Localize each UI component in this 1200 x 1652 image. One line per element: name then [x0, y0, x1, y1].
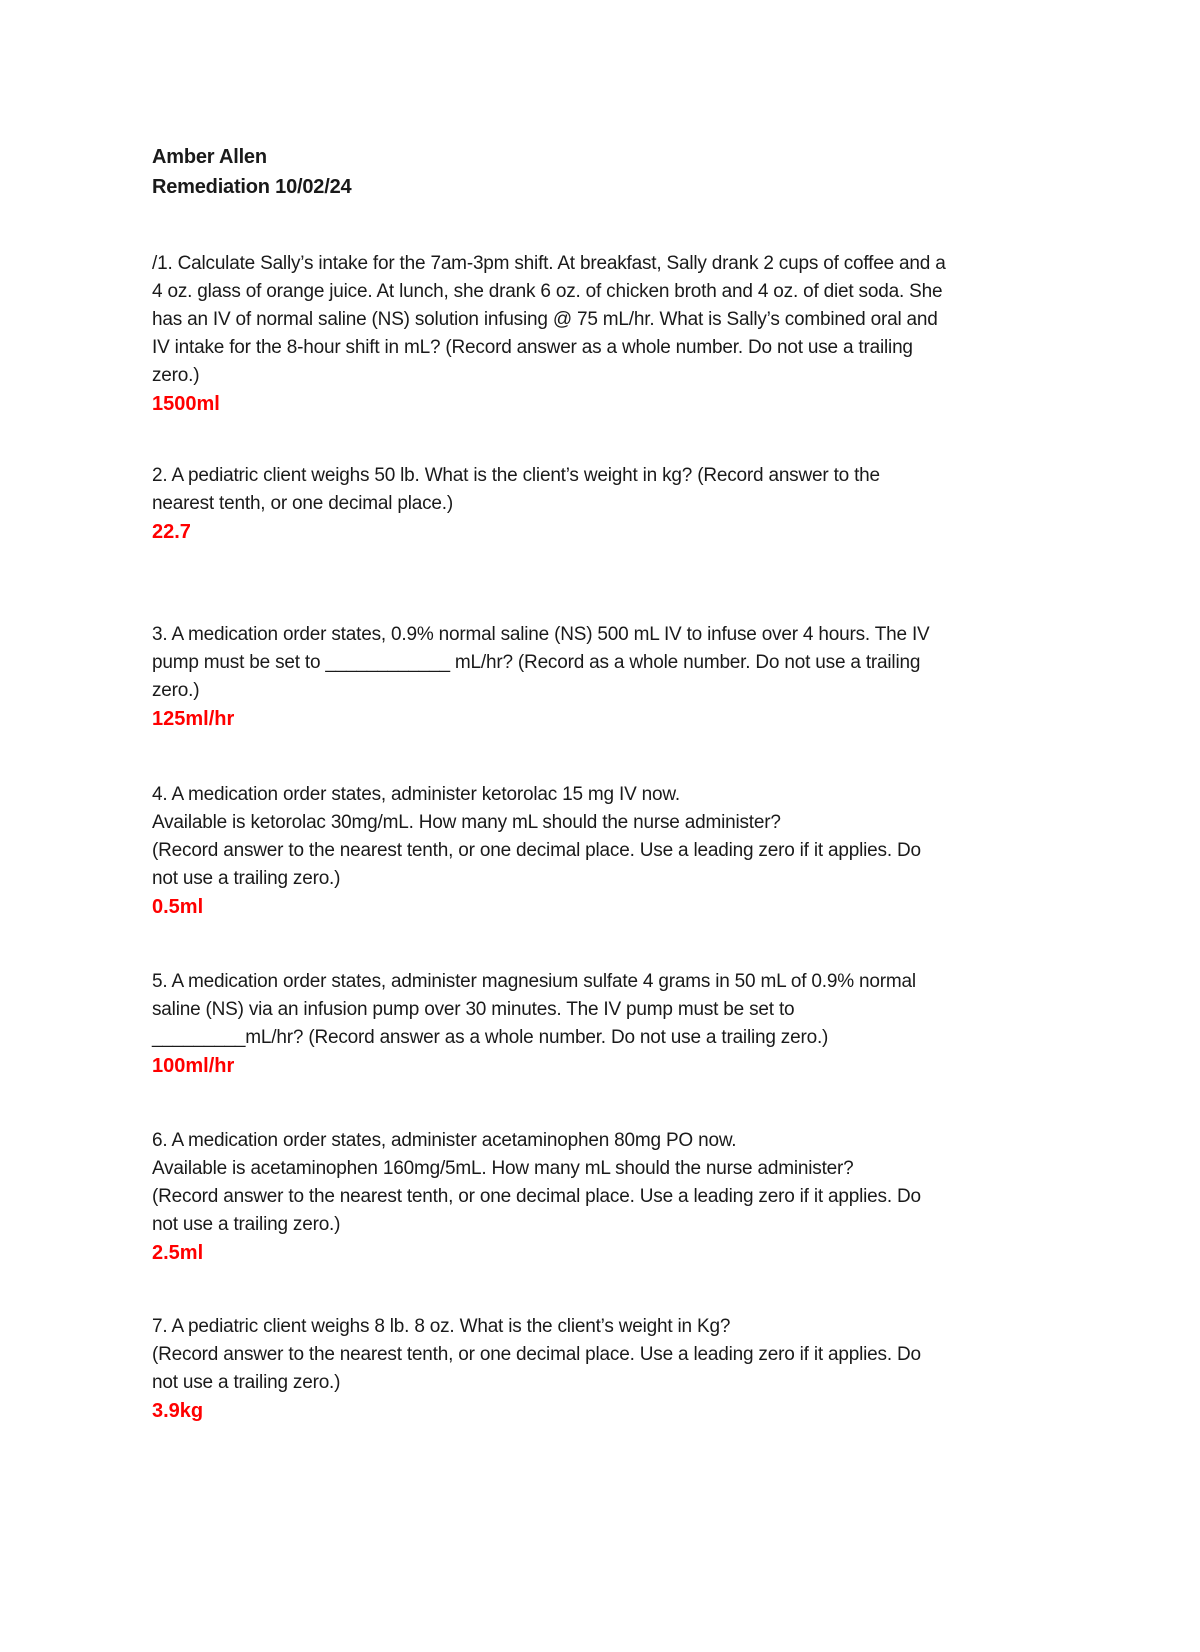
question-line: zero.): [152, 365, 200, 386]
question-line: saline (NS) via an infusion pump over 30 minutes. The IV pump must be set to: [152, 999, 795, 1020]
question-line: not use a trailing zero.): [152, 1214, 341, 1235]
question-line: pump must be set to ____________ mL/hr? (Record as a whole number. Do not use a trailing: [152, 652, 921, 673]
question-2: [152, 462, 1072, 546]
question-line: Available is ketorolac 30mg/mL. How many mL should the nurse administer?: [152, 812, 781, 833]
question-4: [152, 781, 1072, 921]
answer-text: 22.7: [152, 521, 191, 543]
question-line: 5. A medication order states, administer magnesium sulfate 4 grams in 50 mL of 0.9% normal: [152, 971, 916, 992]
question-1: [152, 250, 1072, 418]
question-line: 4. A medication order states, administer ketorolac 15 mg IV now.: [152, 784, 680, 805]
question-line: (Record answer to the nearest tenth, or one decimal place. Use a leading zero if it applies. Do: [152, 1344, 921, 1365]
question-line: (Record answer to the nearest tenth, or one decimal place. Use a leading zero if it applies. Do: [152, 840, 921, 861]
answer-text: 125ml/hr: [152, 708, 235, 730]
question-text: [152, 1127, 1072, 1239]
question-text: [152, 781, 1072, 893]
question-3: [152, 621, 1072, 733]
question-line: 3. A medication order states, 0.9% normal saline (NS) 500 mL IV to infuse over 4 hours. The IV: [152, 624, 930, 645]
question-line: not use a trailing zero.): [152, 1372, 341, 1393]
document-header: [152, 142, 1072, 202]
question-line: not use a trailing zero.): [152, 868, 341, 889]
question-text: [152, 462, 1072, 518]
question-line: IV intake for the 8-hour shift in mL? (Record answer as a whole number. Do not use a trailing: [152, 337, 913, 358]
question-line: nearest tenth, or one decimal place.): [152, 493, 453, 514]
answer-text: 100ml/hr: [152, 1055, 235, 1077]
question-text: [152, 250, 1072, 390]
question-5: [152, 968, 1072, 1080]
question-line: _________mL/hr? (Record answer as a whole number. Do not use a trailing zero.): [152, 1027, 829, 1048]
question-6: [152, 1127, 1072, 1267]
question-line: 7. A pediatric client weighs 8 lb. 8 oz. What is the client’s weight in Kg?: [152, 1316, 731, 1337]
answer-text: 2.5ml: [152, 1242, 204, 1264]
answer-text: 0.5ml: [152, 896, 204, 918]
question-line: 4 oz. glass of orange juice. At lunch, she drank 6 oz. of chicken broth and 4 oz. of diet soda. She: [152, 281, 943, 302]
question-line: 6. A medication order states, administer acetaminophen 80mg PO now.: [152, 1130, 737, 1151]
document-subtitle: Remediation 10/02/24: [152, 176, 352, 198]
answer-text: 3.9kg: [152, 1400, 204, 1422]
question-text: [152, 968, 1072, 1052]
question-line: Available is acetaminophen 160mg/5mL. How many mL should the nurse administer?: [152, 1158, 854, 1179]
question-text: [152, 1313, 1072, 1397]
question-line: /1. Calculate Sally’s intake for the 7am-3pm shift. At breakfast, Sally drank 2 cups of coffee and a: [152, 253, 946, 274]
question-line: 2. A pediatric client weighs 50 lb. What is the client’s weight in kg? (Record answer to the: [152, 465, 880, 486]
question-text: [152, 621, 1072, 705]
question-line: zero.): [152, 680, 200, 701]
student-name: Amber Allen: [152, 146, 267, 168]
question-line: has an IV of normal saline (NS) solution infusing @ 75 mL/hr. What is Sally’s combined oral and: [152, 309, 938, 330]
answer-text: 1500ml: [152, 393, 220, 415]
question-line: (Record answer to the nearest tenth, or one decimal place. Use a leading zero if it applies. Do: [152, 1186, 921, 1207]
question-7: [152, 1313, 1072, 1425]
